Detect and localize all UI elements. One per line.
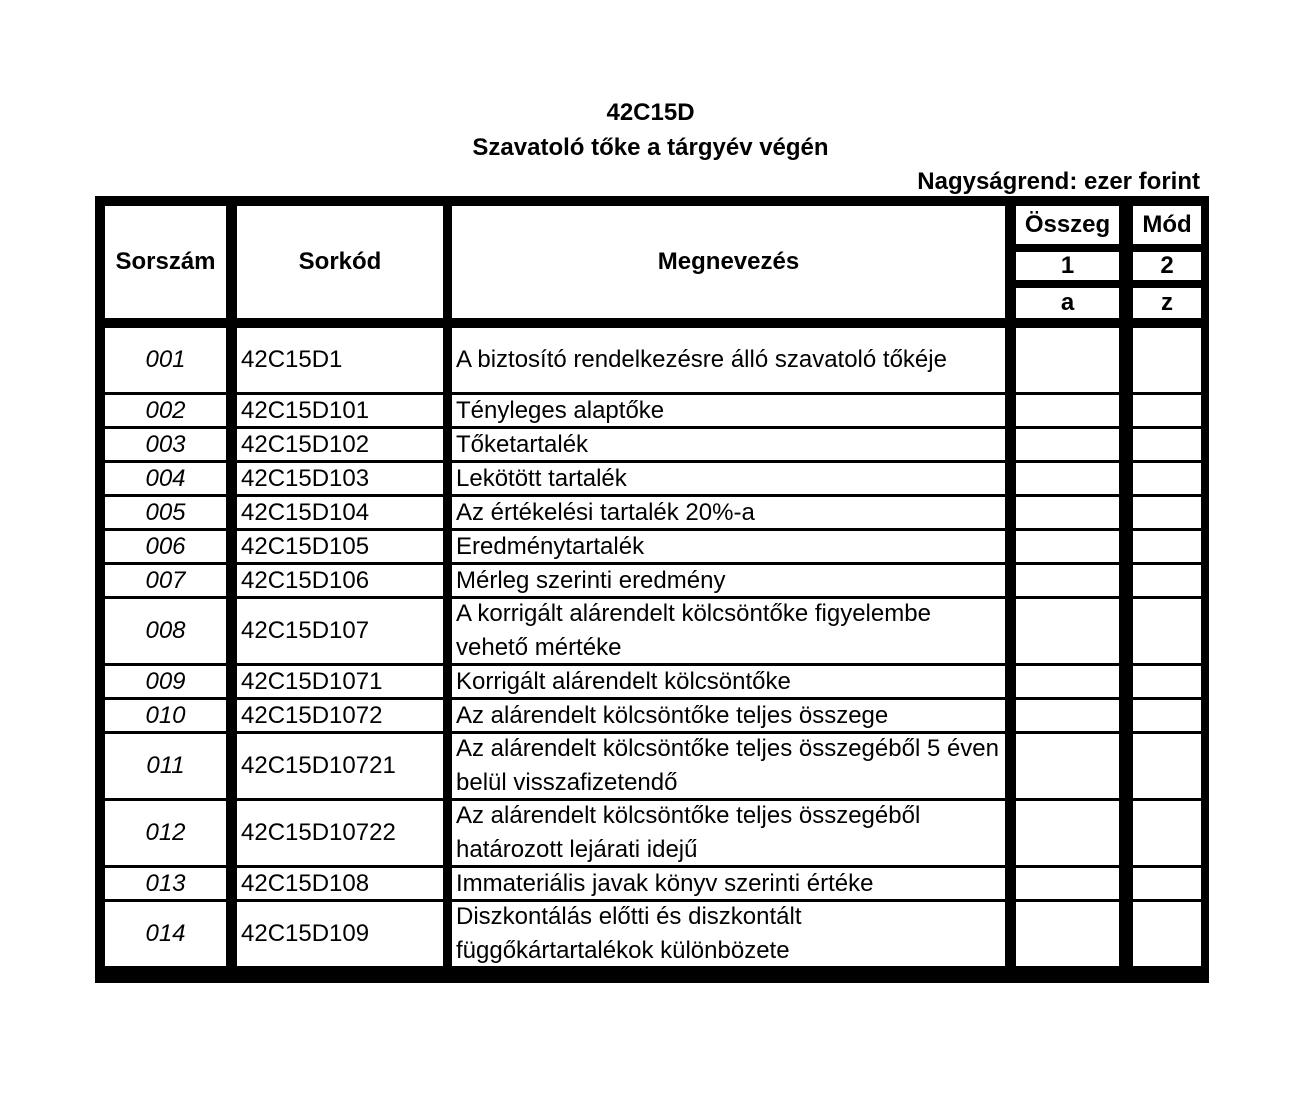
row-megnevezes: Az alárendelt kölcsöntőke teljes összegéből 5 éven belül visszafizetendő: [452, 734, 1005, 798]
header-megnevezes: Megnevezés: [452, 206, 1005, 318]
row-sorszam: 005: [105, 497, 226, 528]
row-osszeg-cell[interactable]: [1016, 395, 1119, 426]
row-megnevezes: Korrigált alárendelt kölcsöntőke: [452, 666, 1005, 697]
row-mod-cell[interactable]: [1133, 395, 1201, 426]
row-megnevezes: A biztosító rendelkezésre álló szavatoló tőkéje: [452, 328, 1005, 392]
header-col1-type: a: [1016, 288, 1119, 318]
row-megnevezes: A korrigált alárendelt kölcsöntőke figyelembe vehető mértéke: [452, 599, 1005, 663]
row-osszeg-cell[interactable]: [1016, 599, 1119, 663]
row-sorkod: 42C15D107: [237, 599, 443, 663]
row-sorkod: 42C15D104: [237, 497, 443, 528]
row-megnevezes: Eredménytartalék: [452, 531, 1005, 562]
header-col2-type: z: [1133, 288, 1201, 318]
row-sorkod: 42C15D108: [237, 868, 443, 899]
row-sorszam: 009: [105, 666, 226, 697]
row-mod-cell[interactable]: [1133, 328, 1201, 392]
row-sorkod: 42C15D106: [237, 565, 443, 596]
row-osszeg-cell[interactable]: [1016, 328, 1119, 392]
row-sorkod: 42C15D1071: [237, 666, 443, 697]
row-sorszam: 011: [105, 734, 226, 798]
row-sorkod: 42C15D1: [237, 328, 443, 392]
row-megnevezes: Tényleges alaptőke: [452, 395, 1005, 426]
row-sorszam: 002: [105, 395, 226, 426]
row-osszeg-cell[interactable]: [1016, 666, 1119, 697]
row-osszeg-cell[interactable]: [1016, 497, 1119, 528]
row-osszeg-cell[interactable]: [1016, 429, 1119, 460]
row-mod-cell[interactable]: [1133, 700, 1201, 731]
row-mod-cell[interactable]: [1133, 666, 1201, 697]
row-sorszam: 008: [105, 599, 226, 663]
row-megnevezes: Mérleg szerinti eredmény: [452, 565, 1005, 596]
header-sorkod: Sorkód: [237, 206, 443, 318]
header-col2-number: 2: [1133, 252, 1201, 280]
row-osszeg-cell[interactable]: [1016, 734, 1119, 798]
row-megnevezes: Immateriális javak könyv szerinti értéke: [452, 868, 1005, 899]
row-megnevezes: Diszkontálás előtti és diszkontált függőkártartalékok különbözete: [452, 902, 1005, 966]
form-code: 42C15D: [606, 99, 695, 126]
row-megnevezes: Tőketartalék: [452, 429, 1005, 460]
row-osszeg-cell[interactable]: [1016, 565, 1119, 596]
row-mod-cell[interactable]: [1133, 429, 1201, 460]
row-sorkod: 42C15D105: [237, 531, 443, 562]
row-sorszam: 013: [105, 868, 226, 899]
row-sorszam: 007: [105, 565, 226, 596]
row-megnevezes: Az alárendelt kölcsöntőke teljes összegéből határozott lejárati idejű: [452, 801, 1005, 865]
row-osszeg-cell[interactable]: [1016, 700, 1119, 731]
row-sorkod: 42C15D103: [237, 463, 443, 494]
row-osszeg-cell[interactable]: [1016, 531, 1119, 562]
row-sorkod: 42C15D10721: [237, 734, 443, 798]
row-mod-cell[interactable]: [1133, 734, 1201, 798]
row-sorkod: 42C15D1072: [237, 700, 443, 731]
row-mod-cell[interactable]: [1133, 531, 1201, 562]
row-sorszam: 012: [105, 801, 226, 865]
row-sorkod: 42C15D102: [237, 429, 443, 460]
row-osszeg-cell[interactable]: [1016, 801, 1119, 865]
row-osszeg-cell[interactable]: [1016, 868, 1119, 899]
row-sorszam: 006: [105, 531, 226, 562]
row-megnevezes: Az értékelési tartalék 20%-a: [452, 497, 1005, 528]
row-sorszam: 010: [105, 700, 226, 731]
header-col1-number: 1: [1016, 252, 1119, 280]
row-mod-cell[interactable]: [1133, 565, 1201, 596]
row-osszeg-cell[interactable]: [1016, 463, 1119, 494]
data-table: [95, 196, 1209, 983]
row-mod-cell[interactable]: [1133, 463, 1201, 494]
row-osszeg-cell[interactable]: [1016, 902, 1119, 966]
header-osszeg: Összeg: [1016, 206, 1119, 244]
unit-label: Nagyságrend: ezer forint: [917, 168, 1200, 195]
row-sorkod: 42C15D109: [237, 902, 443, 966]
row-mod-cell[interactable]: [1133, 801, 1201, 865]
row-mod-cell[interactable]: [1133, 599, 1201, 663]
row-megnevezes: Lekötött tartalék: [452, 463, 1005, 494]
row-sorszam: 004: [105, 463, 226, 494]
row-mod-cell[interactable]: [1133, 497, 1201, 528]
row-megnevezes: Az alárendelt kölcsöntőke teljes összege: [452, 700, 1005, 731]
row-sorszam: 001: [105, 328, 226, 392]
row-mod-cell[interactable]: [1133, 902, 1201, 966]
row-mod-cell[interactable]: [1133, 868, 1201, 899]
row-sorszam: 003: [105, 429, 226, 460]
header-mod: Mód: [1133, 206, 1201, 244]
form-title: Szavatoló tőke a tárgyév végén: [472, 134, 829, 161]
row-sorkod: 42C15D10722: [237, 801, 443, 865]
row-sorkod: 42C15D101: [237, 395, 443, 426]
header-sorszam: Sorszám: [105, 206, 226, 318]
row-sorszam: 014: [105, 902, 226, 966]
